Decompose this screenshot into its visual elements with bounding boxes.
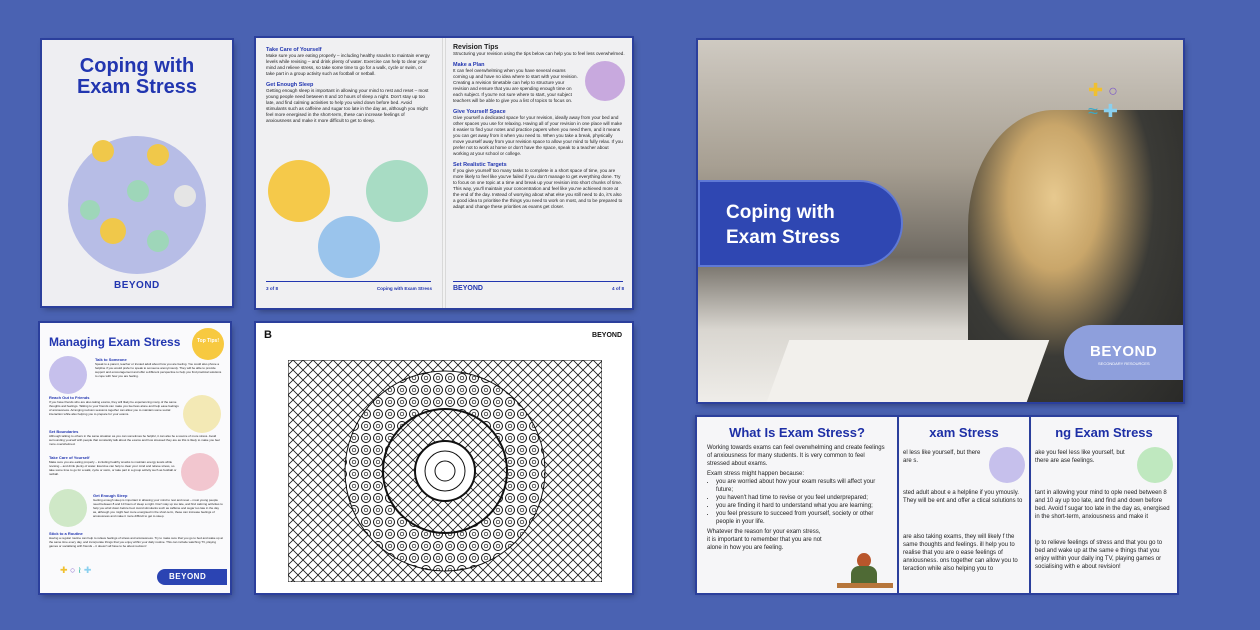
- top-tips-badge: [192, 328, 224, 360]
- bullet-item: • you haven't had time to revise or you feel underprepared;: [716, 494, 889, 502]
- photo-card-logo: BEYOND: [1090, 343, 1158, 360]
- section-text: Getting enough sleep is important in allowing your mind to rest and reset – most young people need between 8 and 10 hours of sleep a night. Don't stay up too late, and find calming activities to help you wind down before bed. Avoid stimulants such as caffeine and sugar too late in the day as, although you might feel more energised in the short-term, these can increase feelings of anxiousness and make it more difficult to get to sleep.: [266, 88, 429, 123]
- slide-lead: Exam stress might happen because:: [707, 471, 805, 477]
- section-heading: Get Enough Sleep: [266, 82, 314, 88]
- illustration-people: [174, 185, 196, 207]
- footer-title: Coping with Exam Stress: [376, 286, 432, 291]
- sheet-title: Managing Exam Stress: [49, 335, 181, 349]
- section-text: Having a regular routine can help to relieve feelings of stress and anxiousness. Try to make sure that you go to bed and wake up at the same time every day, and incorporate things that you enjoy within your daily routine. This can include watching TV, playing games or socialising with friends – it doesn't all have to be about revision!: [49, 536, 223, 548]
- managing-exam-stress-sheet[interactable]: [40, 323, 230, 593]
- slide-3[interactable]: [1031, 417, 1177, 593]
- section-heading: Get Enough Sleep: [93, 493, 128, 498]
- section-text: Speak to a parent, teacher or trusted adult about how you are feeling. You could also phone a helpline if you would prefer to speak to someone anonymously. They will be able to provide support and encouragement and offer a different perspective to help you find practical solutions to cope with how you are feeling.: [95, 362, 222, 378]
- mandala-colouring-pattern: [288, 360, 602, 582]
- intro-text: Structuring your revision using the tips below can help you to feel less overwhelmed.: [453, 51, 625, 56]
- badge-text: Top Tips!: [196, 338, 220, 344]
- photo-card-logo-sub: SECONDARY RESOURCES: [1098, 361, 1150, 366]
- students-illustration: [318, 216, 380, 278]
- section-heading: Take Care of Yourself: [49, 455, 90, 460]
- slide-2[interactable]: [899, 417, 1029, 593]
- friends-illustration: [183, 395, 221, 433]
- page-title: Revision Tips: [453, 44, 499, 51]
- illustration-people: [100, 218, 126, 244]
- illustration-people: [92, 140, 114, 162]
- slide-text: tant in allowing your mind to ople need between 8 and 10 ay up too late, and find and down before bed. Avoid f sugar too late in the day as, energised in the short-term, anxiousness and make it: [1035, 490, 1170, 520]
- bullet-item: • you are finding it hard to understand what you are learning;: [716, 502, 889, 510]
- slide-title: What Is Exam Stress?: [729, 425, 865, 440]
- photo-cover-card[interactable]: [698, 40, 1183, 402]
- slide-text: sted adult about e a helpline if you ymously. They will be ent and offer a ctical solutions to: [903, 490, 1023, 504]
- slide-outro: Whatever the reason for your exam stress, it is important to remember that you are not alone in how you are feeling.: [707, 529, 822, 551]
- slide-text: are also taking exams, they will likely f the same thoughts and feelings. ill help you to realise that you are o ease feelings of anxiousness. ons together can allow you to teraction while also helping you to: [903, 534, 1018, 572]
- illustration-people: [127, 180, 149, 202]
- section-heading: Take Care of Yourself: [266, 47, 322, 53]
- colouring-logo: BEYOND: [592, 332, 622, 339]
- celebrating-girl-illustration: [268, 160, 330, 222]
- section-text: It can feel overwhelming when you have several exams coming up and have no idea where to start with your revision. Creating a revision timetable can help to structure your revision and ensure that you are spending enough time on each subject. If you're not sure where to start, your subject teachers will be able to give you a list of topics to focus on.: [453, 68, 578, 103]
- slide-text: lp to relieve feelings of stress and that you go to bed and wake up at the same e things that you enjoy within your daily ing TV, playing games or socialising with e about revision!: [1035, 540, 1163, 570]
- section-heading: Set Realistic Targets: [453, 162, 507, 168]
- runner-illustration: [181, 453, 219, 491]
- decorative-shapes: ✚ ○ ≀ ✚: [60, 565, 92, 575]
- divider: [453, 281, 623, 282]
- timetable-illustration: [585, 61, 625, 101]
- slide-1[interactable]: [697, 417, 897, 593]
- section-heading: Stick to a Routine: [49, 531, 83, 536]
- cover-logo: BEYOND: [114, 280, 160, 291]
- colouring-sheet[interactable]: [256, 323, 632, 593]
- sleep-illustration: [49, 489, 87, 527]
- section-heading: Set Boundaries: [49, 429, 79, 434]
- spine: [442, 38, 446, 308]
- desk-paper: [767, 340, 1050, 402]
- logo-mark: B: [264, 329, 272, 341]
- bullet-item: • you are worried about how your exam results will affect your future;: [716, 478, 889, 494]
- booklet-spread[interactable]: [256, 38, 632, 308]
- footer-logo: BEYOND: [453, 285, 483, 292]
- page-number: 4 of 8: [612, 286, 624, 291]
- slide-title: xam Stress: [929, 425, 999, 440]
- talking-illustration: [989, 447, 1025, 483]
- section-text: Make sure you are eating properly – including healthy snacks to maintain energy levels while revising – and drink plenty of water. Exercise can help to clear your mind and relieve stress, so take some time to go for a walk, cycle or swim, or take part in a group activity such as football or netball.: [266, 53, 430, 76]
- section-heading: Give Yourself Space: [453, 109, 506, 115]
- illustration-people: [147, 144, 169, 166]
- decorative-shapes: ✚ ○ ≈ ✚: [1088, 80, 1118, 121]
- section-text: Give yourself a dedicated space for your revision, ideally away from your bed and other spaces you use for relaxing. Having all of your revision in one place will make it easier to find your notes and practice papers when you need them, and it means you can get away from it when you need to. When you take a break, physically move yourself away from your revision space to allow your mind to fully relax. If you prefer not to work at home or don't have the space, speak to a teacher about working at your school or college.: [453, 115, 623, 156]
- left-page: [266, 42, 431, 124]
- talking-illustration: [49, 356, 87, 394]
- slide-text: ake you feel less like yourself, but there are ase feelings.: [1035, 450, 1125, 464]
- slide-title: ng Exam Stress: [1055, 425, 1153, 440]
- right-page: [453, 44, 625, 210]
- runner-illustration: [366, 160, 428, 222]
- section-heading: Talk to Someone: [95, 357, 127, 362]
- section-heading: Make a Plan: [453, 62, 485, 68]
- section-text: Although talking to others in the same situation as you can sometimes be helpful, it can also be a source of more stress. Avoid surrounding yourself with people that constantly talk about the exams and how stressed they are as this is likely to make you feel more overwhelmed.: [49, 434, 220, 446]
- photo-card-title: Coping with Exam Stress: [726, 202, 841, 248]
- section-text: If you give yourself too many tasks to complete in a short space of time, you are more likely to feel like you've failed if you don't manage to get everything done. Try to focus on one topic at a time and break up your revision into short chunks of time. This way, you'll maintain your concentration and feel like you've achieved more at the end of the day. Instead of worrying about what else you still need to do, it's also a good idea to prioritise the things you need to work on most, and to be prepared to adapt and change these priorities as exams get closer.: [453, 168, 623, 209]
- sheet-logo: BEYOND: [157, 569, 227, 585]
- illustration-people: [80, 200, 100, 220]
- bullet-item: • you feel pressure to succeed from yourself, society or other people in your life.: [716, 510, 889, 526]
- studying-student-illustration: [837, 553, 893, 593]
- page-number: 3 of 8: [266, 286, 278, 291]
- booklet-cover[interactable]: [42, 40, 232, 306]
- section-text: If you have friends who are also taking exams, they will likely be experiencing many of the same thoughts and feelings. Talking to your friends can make you feel less alone and help ease feelings of anxiousness. Arranging revision sessions together can allow you to maintain some social interaction while also helping you to prepare for your exams.: [49, 400, 179, 416]
- divider: [266, 281, 431, 282]
- slide-intro: Working towards exams can feel overwhelming and create feelings of anxiousness for many students. It is very common to feel stressed about exams.: [707, 445, 885, 467]
- slide-text: el less like yourself, but there are s.: [903, 450, 981, 464]
- cover-title: Coping with Exam Stress: [76, 55, 198, 98]
- illustration-people: [147, 230, 169, 252]
- section-heading: Reach Out to Friends: [49, 395, 90, 400]
- section-text: Make sure you are eating properly – including healthy snacks to maintain energy levels while revising – and drink plenty of water. Exercise can help to clear your mind and relieve stress, so take some time to go for a walk, cycle or swim, or take part in a group activity such as football or netball.: [49, 460, 177, 476]
- section-text: Getting enough sleep is important in allowing your mind to rest and reset – most young people need between 8 and 10 hours of sleep a night. Don't stay up too late, and find calming activities to help you wind down before bed. Avoid stimulants such as caffeine and sugar too late in the day as, although you might feel more energised in the short-term, these can increase feelings of anxiousness and make it more difficult to get to sleep.: [93, 498, 223, 518]
- sleep-illustration: [1137, 447, 1173, 483]
